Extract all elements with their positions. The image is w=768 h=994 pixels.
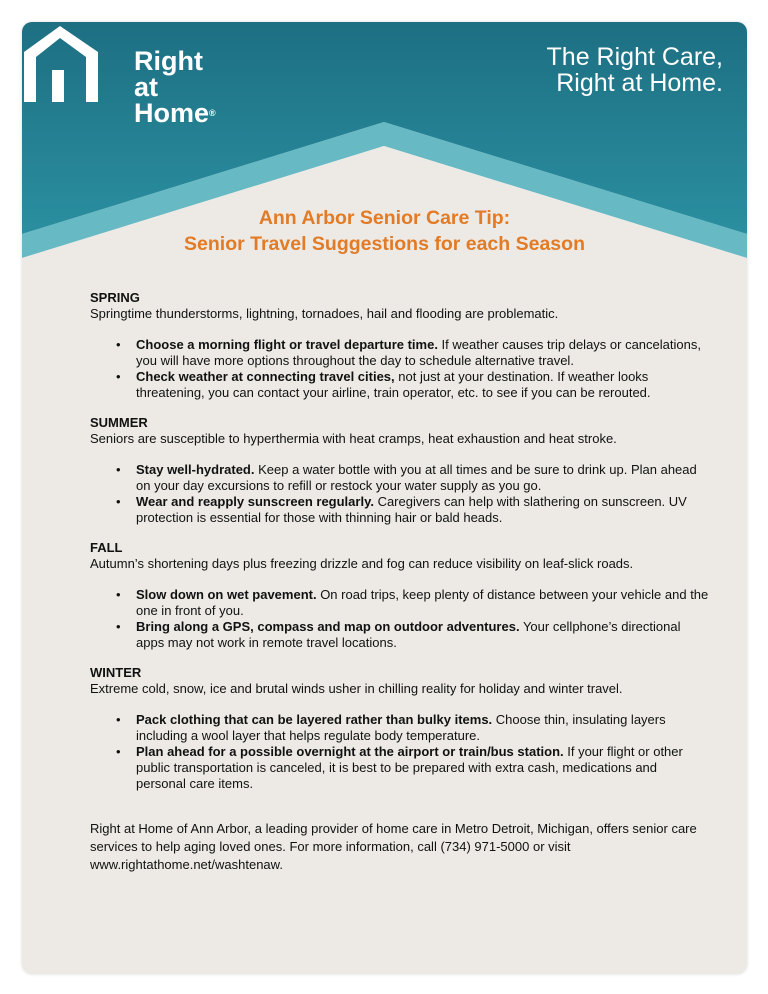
- logo-line-1: Right: [134, 46, 203, 76]
- section-heading: WINTER: [90, 665, 142, 680]
- tagline: [547, 44, 723, 96]
- tip-list: [90, 462, 710, 526]
- section-intro: Extreme cold, snow, ice and brutal winds usher in chilling reality for holiday and winter travel.: [90, 681, 623, 696]
- brand-logo-text: [134, 48, 216, 126]
- tip-list: [90, 337, 710, 401]
- section-intro: Autumn’s shortening days plus freezing drizzle and fog can reduce visibility on leaf-slick roads.: [90, 556, 634, 571]
- tip-list: [90, 587, 710, 651]
- section-intro: Springtime thunderstorms, lightning, tornadoes, hail and flooding are problematic.: [90, 306, 559, 321]
- tip-text: If your flight or other public transportation is canceled, it is best to be prepared with extra cash, medications and personal care items.: [136, 744, 683, 791]
- tip-item: [116, 462, 710, 494]
- tip-bold: Choose a morning flight or travel departure time.: [136, 337, 438, 352]
- tip-item: [116, 587, 710, 619]
- document-body: [90, 290, 710, 874]
- logo-line-3-text: Home: [134, 98, 210, 128]
- tip-bold: Stay well-hydrated.: [136, 462, 255, 477]
- tip-text: Choose thin, insulating layers including a wool layer that helps regulate body temperature.: [136, 712, 666, 743]
- section-heading: FALL: [90, 540, 123, 555]
- logo-line-2: at: [134, 72, 159, 102]
- logo-line-3: [134, 100, 216, 126]
- bullet-icon: •: [116, 744, 121, 759]
- bullet-icon: •: [116, 369, 121, 384]
- section-heading: SPRING: [90, 290, 140, 305]
- bullet-icon: •: [116, 337, 121, 352]
- tagline-line-2: Right at Home.: [556, 69, 723, 97]
- tip-bold: Plan ahead for a possible overnight at the airport or train/bus station.: [136, 744, 564, 759]
- tip-item: [116, 744, 710, 792]
- tip-text: not just at your destination. If weather looks threatening, you can contact your airline, train operator, etc. to see if you can be rerouted.: [136, 369, 651, 400]
- bullet-icon: •: [116, 494, 121, 509]
- season-sections: [90, 290, 710, 792]
- page-title-line-2: Senior Travel Suggestions for each Season: [184, 233, 585, 255]
- page-title-line-1: Ann Arbor Senior Care Tip:: [258, 207, 511, 229]
- tip-text: If weather causes trip delays or cancelations, you will have more options throughout the day to schedule alternative travel.: [136, 337, 701, 368]
- tip-item: [116, 619, 710, 651]
- tip-item: [116, 369, 710, 401]
- tip-item: [116, 337, 710, 369]
- bullet-icon: •: [116, 712, 121, 727]
- tip-item: [116, 494, 710, 526]
- tip-bold: Bring along a GPS, compass and map on outdoor adventures.: [136, 619, 520, 634]
- bullet-icon: •: [116, 462, 121, 477]
- tagline-line-1: The Right Care,: [546, 43, 723, 71]
- tip-bold: Wear and reapply sunscreen regularly.: [136, 494, 374, 509]
- bullet-icon: •: [116, 619, 121, 634]
- document-page: [22, 22, 747, 974]
- tip-text: On road trips, keep plenty of distance between your vehicle and the one in front of you.: [136, 587, 709, 618]
- footer-text: Right at Home of Ann Arbor, a leading provider of home care in Metro Detroit, Michigan, offers senior care services to help aging loved ones. For more information, call (734) 971-5000 or visit www.rightathome.net/washtenaw.: [90, 821, 697, 872]
- tip-item: [116, 712, 710, 744]
- tip-bold: Slow down on wet pavement.: [136, 587, 317, 602]
- tip-bold: Pack clothing that can be layered rather than bulky items.: [136, 712, 493, 727]
- registered-mark: ®: [209, 108, 216, 118]
- tip-text: Your cellphone’s directional apps may not work in remote travel locations.: [136, 619, 681, 650]
- tip-text: Keep a water bottle with you at all times and be sure to drink up. Plan ahead on your day excursions to refill or restock your water supply as you go.: [136, 462, 697, 493]
- bullet-icon: •: [116, 587, 121, 602]
- section-heading: SUMMER: [90, 415, 148, 430]
- tip-list: [90, 712, 710, 792]
- tip-text: Caregivers can help with slathering on sunscreen. UV protection is essential for those with thinning hair or bald heads.: [136, 494, 687, 525]
- section-intro: Seniors are susceptible to hyperthermia with heat cramps, heat exhaustion and heat stroke.: [90, 431, 617, 446]
- tip-bold: Check weather at connecting travel cities,: [136, 369, 395, 384]
